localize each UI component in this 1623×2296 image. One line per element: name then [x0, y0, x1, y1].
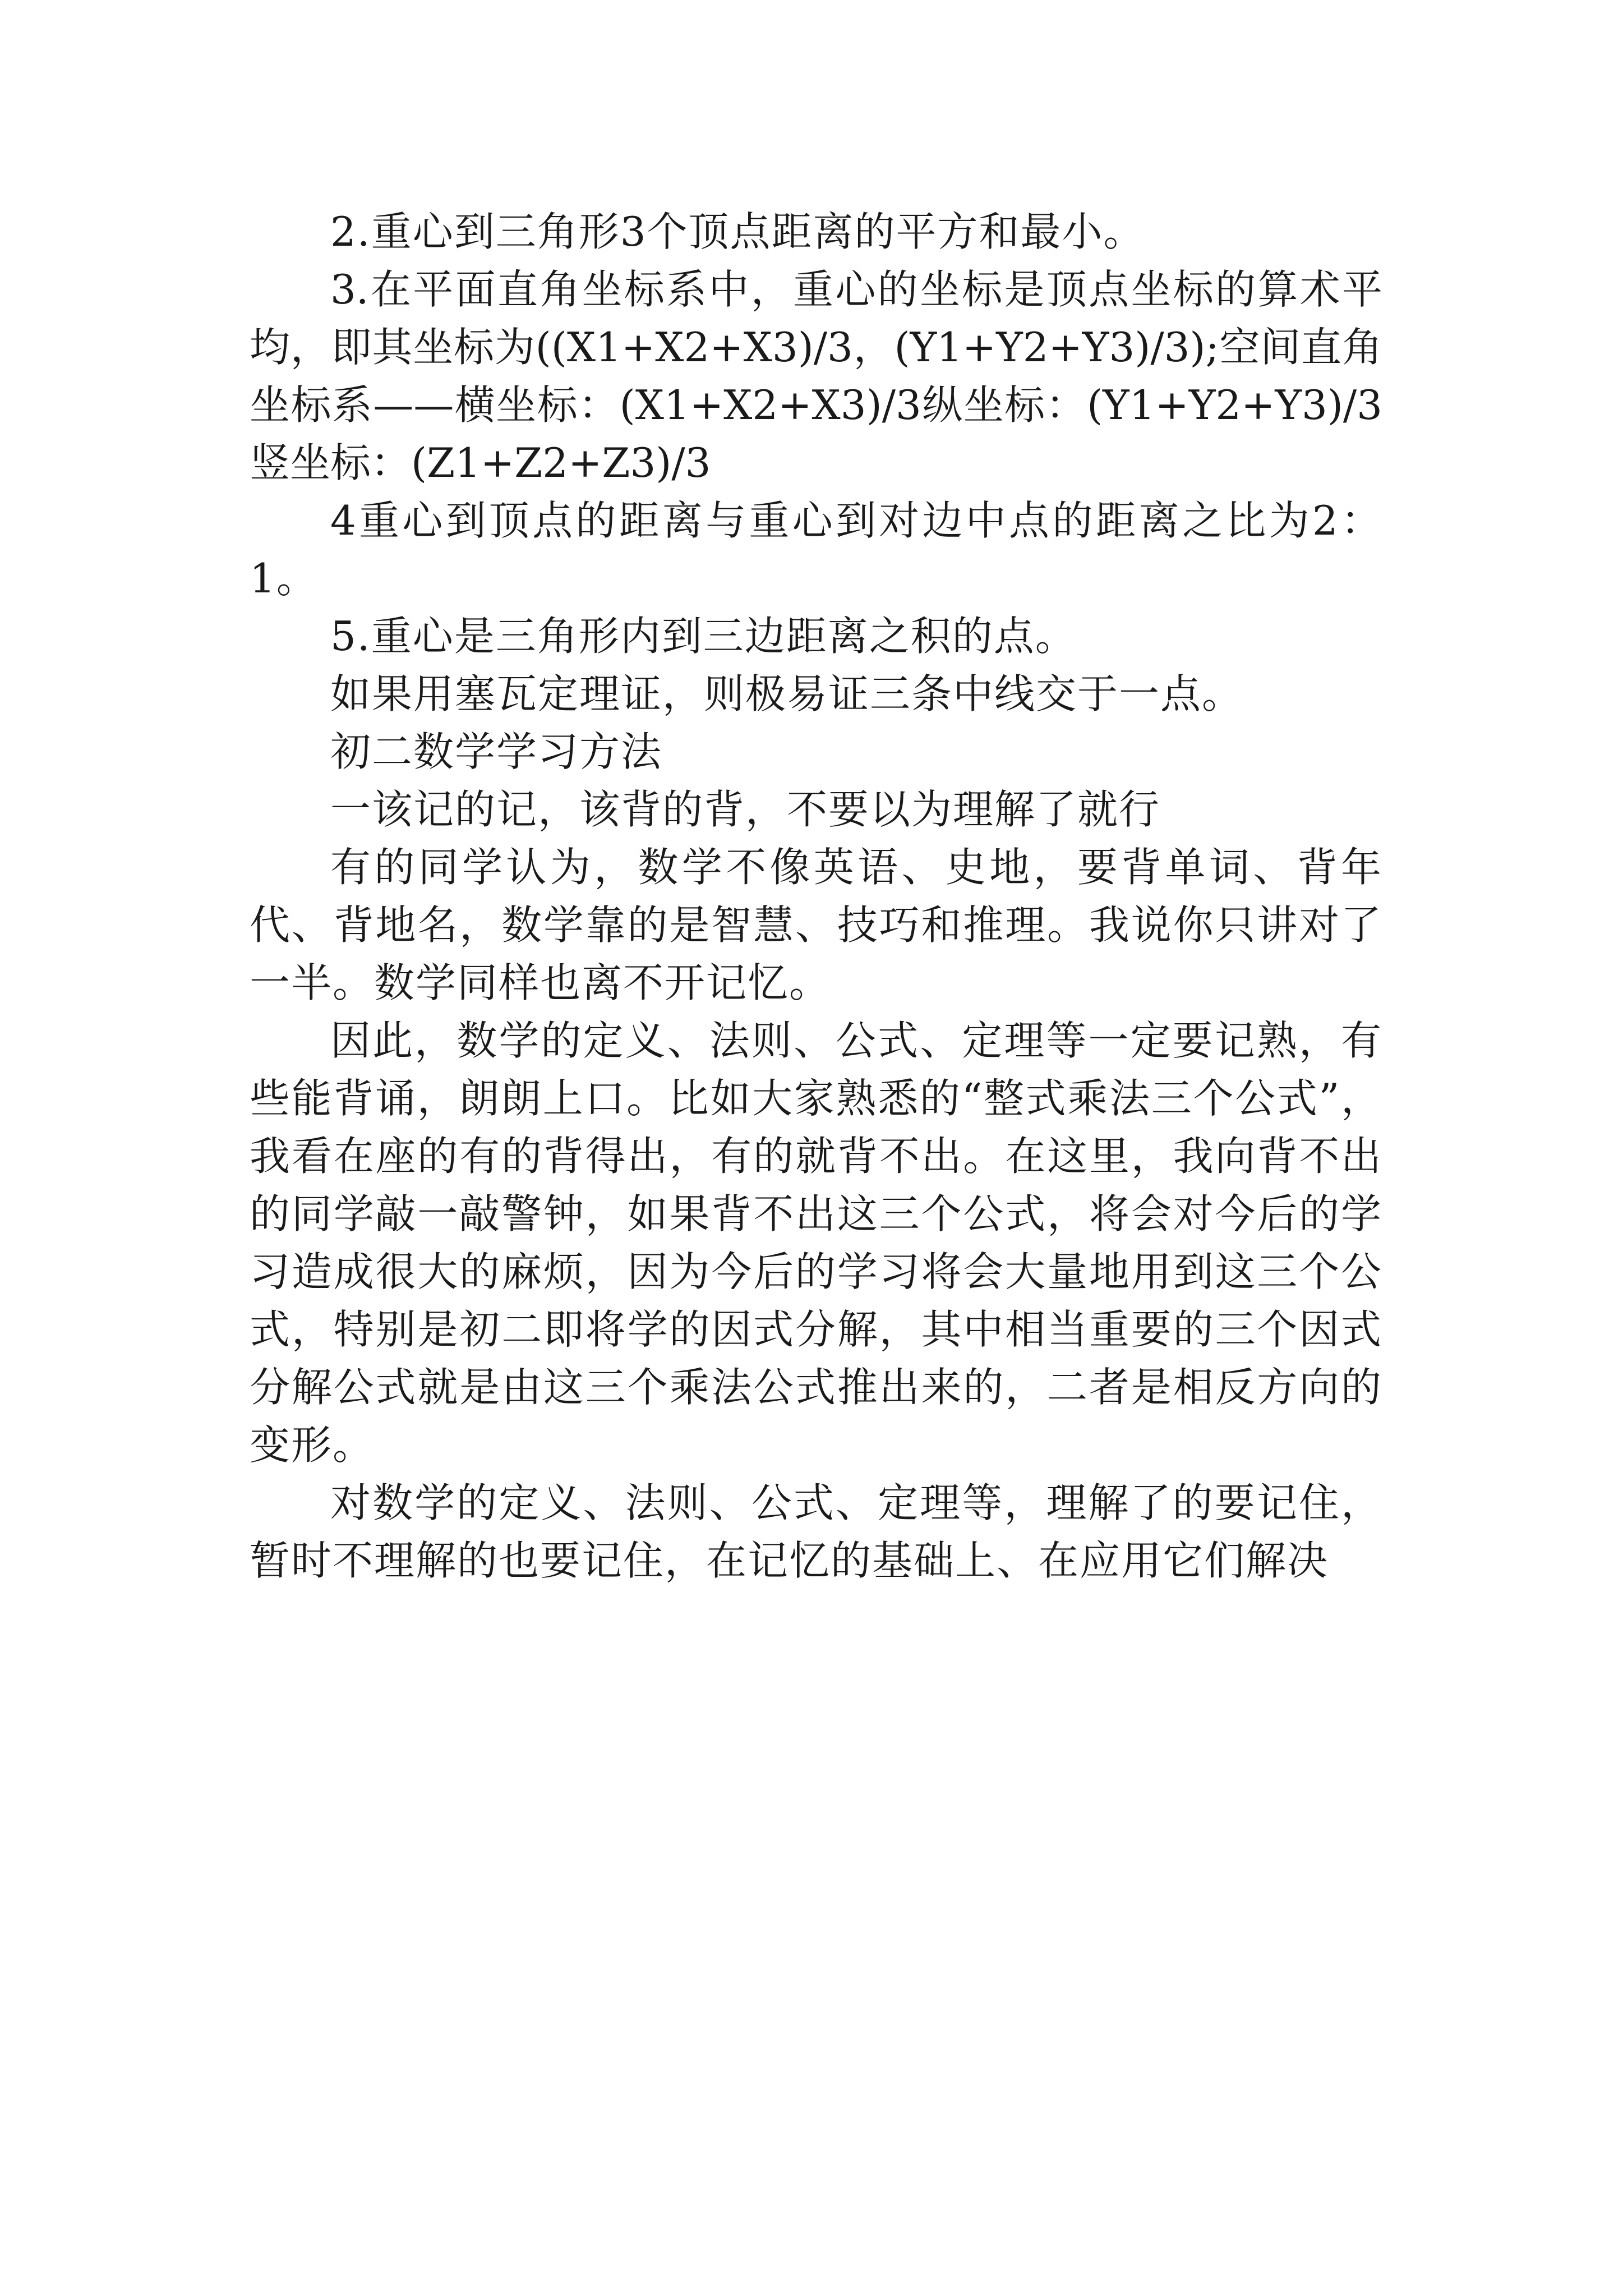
- paragraph-memory-importance: 有的同学认为，数学不像英语、史地，要背单词、背年代、背地名，数学靠的是智慧、技巧和推理。我说你只讲对了一半。数学同样也离不开记忆。: [250, 844, 1382, 1006]
- paragraph-centroid-property-3: 3.在平面直角坐标系中，重心的坐标是顶点坐标的算术平均，即其坐标为((X1+X2+X3)/3，(Y1+Y2+Y3)/3);空间直角坐标系——横坐标：(X1+X2+X3)/3纵坐标：(Y1+Y2+Y3)/3竖坐标：(Z1+Z2+Z3)/3: [250, 266, 1382, 486]
- paragraph-centroid-property-5: 5.重心是三角形内到三边距离之积的点。: [330, 613, 1077, 660]
- section-heading-study-methods: 初二数学学习方法: [330, 728, 663, 775]
- document-body: [250, 203, 1382, 1590]
- paragraph-understand-and-remember: 对数学的定义、法则、公式、定理等，理解了的要记住，暂时不理解的也要记住，在记忆的基础上、在应用它们解决: [250, 1479, 1382, 1584]
- paragraph-centroid-property-2: 2.重心到三角形3个顶点距离的平方和最小。: [330, 208, 1145, 255]
- paragraph-ceva-theorem: 如果用塞瓦定理证，则极易证三条中线交于一点。: [330, 670, 1244, 717]
- subheading-memorize: 一该记的记，该背的背，不要以为理解了就行: [330, 786, 1161, 833]
- paragraph-formulas-memorize: 因此，数学的定义、法则、公式、定理等一定要记熟，有些能背诵，朗朗上口。比如大家熟悉的“整式乘法三个公式”，我看在座的有的背得出，有的就背不出。在这里，我向背不出的同学敲一敲警钟，如果背不出这三个公式，将会对今后的学习造成很大的麻烦，因为今后的学习将会大量地用到这三个公式，特别是初二即将学的因式分解，其中相当重要的三个因式分解公式就是由这三个乘法公式推出来的，二者是相反方向的变形。: [250, 1017, 1382, 1469]
- paragraph-centroid-property-4: 4重心到顶点的距离与重心到对边中点的距离之比为2：1。: [250, 497, 1382, 602]
